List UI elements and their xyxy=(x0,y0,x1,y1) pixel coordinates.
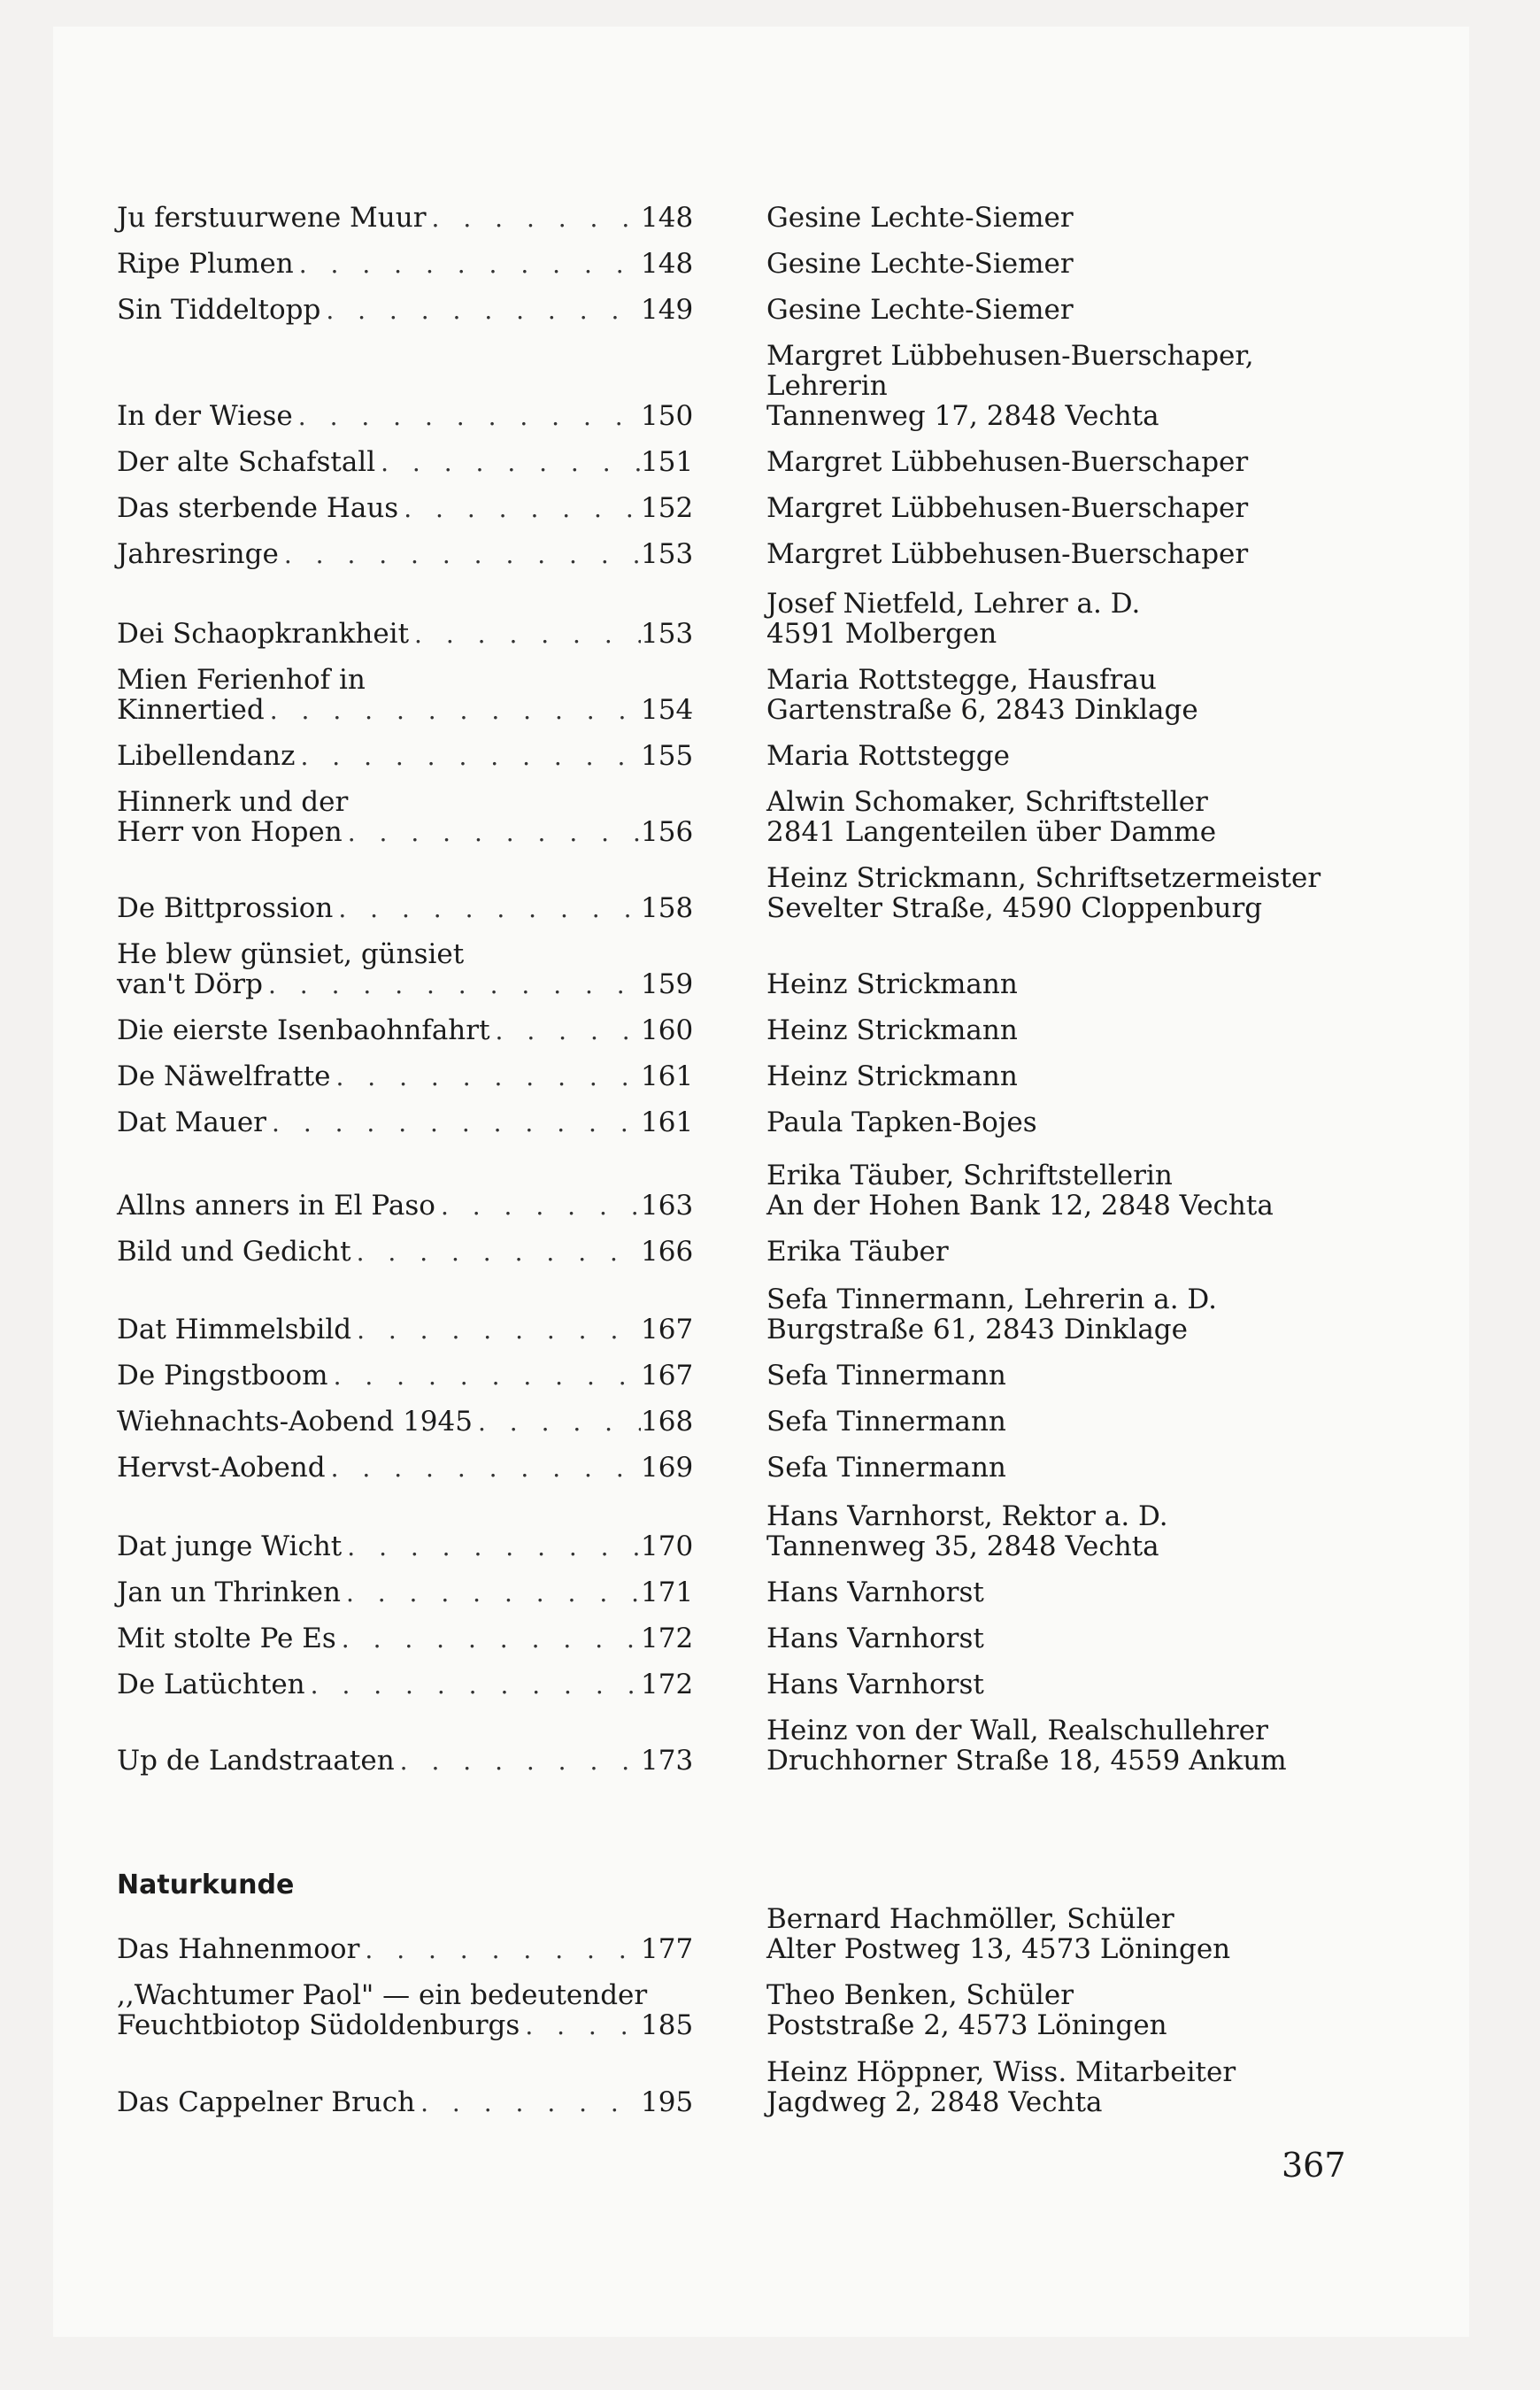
entry-title-line xyxy=(117,446,694,478)
toc-entry xyxy=(117,664,694,726)
leader-dots xyxy=(359,1935,641,1965)
author-line: Josef Nietfeld, Lehrer a. D. xyxy=(766,588,1141,620)
toc-entry xyxy=(117,1406,694,1438)
leader-dots xyxy=(333,894,641,924)
entry-page: 158 xyxy=(641,892,694,924)
author-line: Gartenstraße 6, 2843 Dinklage xyxy=(766,694,1198,726)
entry-title: Hervst-Aobend xyxy=(117,1452,326,1484)
entry-title-line xyxy=(117,400,694,432)
leader-dots xyxy=(351,1237,641,1268)
entry-page: 154 xyxy=(641,694,694,726)
entry-author xyxy=(766,1453,1404,1483)
entry-page: 172 xyxy=(641,1669,694,1700)
entry-author xyxy=(766,1361,1404,1391)
entry-title: Libellendanz xyxy=(117,740,296,772)
entry-title-line xyxy=(117,1452,694,1484)
entry-title-line xyxy=(117,1577,694,1608)
toc-entry xyxy=(117,2086,694,2118)
entry-title: Das sterbende Haus xyxy=(117,492,399,524)
toc-entry xyxy=(117,202,694,234)
leader-dots xyxy=(520,2011,641,2041)
entry-title-line xyxy=(117,2009,694,2041)
entry-title-line xyxy=(117,492,694,524)
leader-dots xyxy=(266,1108,641,1138)
leader-dots xyxy=(351,1315,641,1345)
entry-title-line xyxy=(117,1669,694,1700)
entry-title: De Näwelfratte xyxy=(117,1060,331,1092)
author-line: Theo Benken, Schüler xyxy=(766,1979,1074,2011)
author-line: Gesine Lechte-Siemer xyxy=(766,248,1074,280)
entry-title-first-line: He blew günsiet, günsiet xyxy=(117,938,465,970)
author-line: Sefa Tinnermann xyxy=(766,1406,1006,1438)
section-heading: Naturkunde xyxy=(117,1870,295,1900)
author-line: Sefa Tinnermann, Lehrerin a. D. xyxy=(766,1284,1218,1315)
entry-page: 167 xyxy=(641,1360,694,1392)
entry-page: 151 xyxy=(641,446,694,478)
entry-title: Dat Mauer xyxy=(117,1106,267,1138)
toc-entry xyxy=(117,1106,694,1138)
leader-dots xyxy=(409,620,641,650)
entry-author xyxy=(766,787,1404,847)
entry-title-line xyxy=(117,1745,694,1777)
entry-title-line xyxy=(117,1236,694,1268)
author-line: Heinz Höppner, Wiss. Mitarbeiter xyxy=(766,2056,1236,2088)
entry-author xyxy=(766,1015,1404,1045)
entry-title-line xyxy=(117,618,694,650)
entry-title: Mit stolte Pe Es xyxy=(117,1623,336,1654)
entry-title-line xyxy=(117,1314,694,1345)
entry-page: 153 xyxy=(641,538,694,570)
author-line: Bernard Hachmöller, Schüler xyxy=(766,1903,1174,1935)
author-line: Jagdweg 2, 2848 Vechta xyxy=(766,2086,1103,2118)
entry-title-first-line: Mien Ferienhof in xyxy=(117,664,366,696)
entry-author xyxy=(766,295,1404,325)
entry-title-line xyxy=(117,740,694,772)
toc-entry xyxy=(117,1530,694,1562)
leader-dots xyxy=(375,448,641,478)
author-line: Maria Rottstegge xyxy=(766,740,1010,772)
entry-page: 177 xyxy=(641,1933,694,1965)
toc-entry xyxy=(117,1577,694,1608)
author-line: Margret Lübbehusen-Buerschaper xyxy=(766,538,1249,570)
leader-dots xyxy=(490,1016,641,1046)
entry-page: 169 xyxy=(641,1452,694,1484)
toc-entry xyxy=(117,492,694,524)
author-line: Poststraße 2, 4573 Löningen xyxy=(766,2009,1167,2041)
leader-dots xyxy=(328,1361,641,1392)
leader-dots xyxy=(435,1191,641,1222)
author-line: Gesine Lechte-Siemer xyxy=(766,294,1074,326)
author-line: Margret Lübbehusen-Buerschaper xyxy=(766,492,1249,524)
entry-title-line xyxy=(117,1623,694,1654)
toc-entry xyxy=(117,786,694,848)
entry-author xyxy=(766,493,1404,523)
entry-author xyxy=(766,249,1404,279)
author-line: Hans Varnhorst, Rektor a. D. xyxy=(766,1500,1168,1532)
leader-dots xyxy=(341,1578,641,1608)
author-line: Sefa Tinnermann xyxy=(766,1452,1006,1484)
entry-title: De Latüchten xyxy=(117,1669,305,1700)
entry-page: 171 xyxy=(641,1577,694,1608)
leader-dots xyxy=(395,1746,641,1777)
leader-dots xyxy=(294,250,641,280)
entry-page: 195 xyxy=(641,2086,694,2118)
entry-title-line xyxy=(117,892,694,924)
author-line: Tannenweg 35, 2848 Vechta xyxy=(766,1530,1159,1562)
toc-entry xyxy=(117,248,694,280)
entry-title: van't Dörp xyxy=(117,968,263,1000)
entry-page: 170 xyxy=(641,1530,694,1562)
leader-dots xyxy=(398,494,641,524)
leader-dots xyxy=(343,818,641,848)
toc-entry xyxy=(117,892,694,924)
toc-entry xyxy=(117,740,694,772)
author-line: Sevelter Straße, 4590 Cloppenburg xyxy=(766,892,1263,924)
entry-author xyxy=(766,539,1404,569)
entry-author xyxy=(766,969,1404,999)
entry-author xyxy=(766,341,1404,431)
entry-author xyxy=(766,1407,1404,1437)
entry-title: Feuchtbiotop Südoldenburgs xyxy=(117,2009,520,2041)
author-line: Hans Varnhorst xyxy=(766,1669,984,1700)
toc-entry xyxy=(117,1669,694,1700)
entry-title-line xyxy=(117,202,694,234)
author-line: Maria Rottstegge, Hausfrau xyxy=(766,664,1157,696)
entry-title: Das Cappelner Bruch xyxy=(117,2086,416,2118)
entry-page: 161 xyxy=(641,1060,694,1092)
entry-title: Jahresringe xyxy=(117,538,279,570)
entry-title-line xyxy=(117,968,694,1000)
entry-author xyxy=(766,1715,1404,1776)
entry-title: In der Wiese xyxy=(117,400,293,432)
author-line: Heinz Strickmann xyxy=(766,1014,1018,1046)
author-line: An der Hohen Bank 12, 2848 Vechta xyxy=(766,1190,1274,1222)
entry-title-line xyxy=(117,1190,694,1222)
entry-title-first-line: ,,Wachtumer Paol" — ein bedeutender xyxy=(117,1979,648,2011)
toc-entry xyxy=(117,1360,694,1392)
toc-entry xyxy=(117,1190,694,1222)
author-line: Paula Tapken-Bojes xyxy=(766,1106,1037,1138)
entry-author xyxy=(766,1107,1404,1137)
author-line: Burgstraße 61, 2843 Dinklage xyxy=(766,1314,1188,1345)
entry-title-line xyxy=(117,2086,694,2118)
author-line: Heinz von der Wall, Realschullehrer xyxy=(766,1715,1268,1746)
entry-title-line xyxy=(117,1014,694,1046)
toc-entry xyxy=(117,1933,694,1965)
author-line: Tannenweg 17, 2848 Vechta xyxy=(766,400,1159,432)
author-line: Heinz Strickmann xyxy=(766,1060,1018,1092)
author-line: Erika Täuber xyxy=(766,1236,949,1268)
entry-page: 148 xyxy=(641,248,694,280)
entry-author xyxy=(766,741,1404,771)
entry-title-first-line: Hinnerk und der xyxy=(117,786,349,818)
toc-entry xyxy=(117,294,694,326)
entry-page: 152 xyxy=(641,492,694,524)
leader-dots xyxy=(326,1453,641,1484)
entry-title: Das Hahnenmoor xyxy=(117,1933,360,1965)
entry-title-line xyxy=(117,538,694,570)
entry-author xyxy=(766,589,1404,649)
entry-page: 156 xyxy=(641,816,694,848)
author-line: Margret Lübbehusen-Buerschaper, xyxy=(766,340,1254,372)
entry-page: 166 xyxy=(641,1236,694,1268)
author-line: Druchhorner Straße 18, 4559 Ankum xyxy=(766,1745,1287,1777)
entry-title-line xyxy=(117,1933,694,1965)
entry-page: 160 xyxy=(641,1014,694,1046)
toc-entry xyxy=(117,1060,694,1092)
entry-author xyxy=(766,1160,1404,1221)
author-line: 2841 Langenteilen über Damme xyxy=(766,816,1217,848)
entry-page: 150 xyxy=(641,400,694,432)
author-line: Hans Varnhorst xyxy=(766,1577,984,1608)
entry-page: 153 xyxy=(641,618,694,650)
leader-dots xyxy=(427,204,641,234)
author-line: Sefa Tinnermann xyxy=(766,1360,1006,1392)
author-line: Heinz Strickmann xyxy=(766,968,1018,1000)
entry-author xyxy=(766,447,1404,477)
leader-dots xyxy=(473,1407,641,1438)
entry-author xyxy=(766,1577,1404,1607)
entry-title: Jan un Thrinken xyxy=(117,1577,341,1608)
author-line: Lehrerin xyxy=(766,370,888,402)
entry-author xyxy=(766,1623,1404,1654)
page-number: 367 xyxy=(1282,2146,1346,2185)
toc-entry xyxy=(117,1623,694,1654)
author-line: Erika Täuber, Schriftstellerin xyxy=(766,1160,1173,1191)
toc-entry xyxy=(117,1452,694,1484)
toc-entry xyxy=(117,538,694,570)
toc-entry xyxy=(117,1314,694,1345)
entry-page: 155 xyxy=(641,740,694,772)
entry-title-line xyxy=(117,1360,694,1392)
entry-title: Wiehnachts-Aobend 1945 xyxy=(117,1406,473,1438)
entry-author xyxy=(766,1980,1404,2040)
entry-title: Allns anners in El Paso xyxy=(117,1190,435,1222)
entry-author xyxy=(766,203,1404,233)
entry-page: 161 xyxy=(641,1106,694,1138)
entry-page: 148 xyxy=(641,202,694,234)
entry-page: 168 xyxy=(641,1406,694,1438)
leader-dots xyxy=(293,402,641,432)
entry-author xyxy=(766,1904,1404,1964)
leader-dots xyxy=(331,1062,642,1092)
entry-title-line xyxy=(117,694,694,726)
entry-author xyxy=(766,1061,1404,1091)
entry-title: Kinnertied xyxy=(117,694,265,726)
entry-title: Der alte Schafstall xyxy=(117,446,376,478)
leader-dots xyxy=(342,1532,641,1562)
author-line: Alter Postweg 13, 4573 Löningen xyxy=(766,1933,1231,1965)
entry-title-line xyxy=(117,1530,694,1562)
entry-page: 185 xyxy=(641,2009,694,2041)
leader-dots xyxy=(320,296,641,326)
toc-entry xyxy=(117,400,694,432)
entry-author xyxy=(766,2057,1404,2117)
leader-dots xyxy=(415,2088,641,2118)
author-line: Hans Varnhorst xyxy=(766,1623,984,1654)
entry-page: 159 xyxy=(641,968,694,1000)
toc-entry xyxy=(117,1745,694,1777)
entry-title-line xyxy=(117,816,694,848)
entry-author xyxy=(766,1669,1404,1700)
author-line: Alwin Schomaker, Schriftsteller xyxy=(766,786,1208,818)
author-line: Margret Lübbehusen-Buerschaper xyxy=(766,446,1249,478)
entry-author xyxy=(766,1501,1404,1561)
entry-title: De Pingstboom xyxy=(117,1360,328,1392)
entry-title-line xyxy=(117,1106,694,1138)
entry-title-line xyxy=(117,1406,694,1438)
entry-author xyxy=(766,1237,1404,1267)
toc-entry xyxy=(117,618,694,650)
author-line: Gesine Lechte-Siemer xyxy=(766,202,1074,234)
entry-title-line xyxy=(117,1060,694,1092)
entry-page: 172 xyxy=(641,1623,694,1654)
entry-title: Dat Himmelsbild xyxy=(117,1314,352,1345)
leader-dots xyxy=(265,696,641,726)
toc-entry xyxy=(117,446,694,478)
entry-title: Dat junge Wicht xyxy=(117,1530,343,1562)
entry-page: 149 xyxy=(641,294,694,326)
entry-title: De Bittprossion xyxy=(117,892,334,924)
leader-dots xyxy=(295,742,641,772)
entry-title: Dei Schaopkrankheit xyxy=(117,618,410,650)
toc-entry xyxy=(117,938,694,1000)
entry-author xyxy=(766,1284,1404,1345)
entry-page: 167 xyxy=(641,1314,694,1345)
leader-dots xyxy=(263,970,641,1000)
entry-title-line xyxy=(117,248,694,280)
entry-title: Ju ferstuurwene Muur xyxy=(117,202,427,234)
author-line: 4591 Molbergen xyxy=(766,618,997,650)
entry-title: Die eierste Isenbaohnfahrt xyxy=(117,1014,490,1046)
entry-title: Sin Tiddeltopp xyxy=(117,294,321,326)
toc-entry xyxy=(117,1236,694,1268)
entry-title: Bild und Gedicht xyxy=(117,1236,351,1268)
toc-entry xyxy=(117,1014,694,1046)
entry-title: Ripe Plumen xyxy=(117,248,294,280)
leader-dots xyxy=(336,1624,641,1654)
entry-page: 163 xyxy=(641,1190,694,1222)
entry-title: Up de Landstraaten xyxy=(117,1745,395,1777)
entry-page: 173 xyxy=(641,1745,694,1777)
leader-dots xyxy=(305,1670,641,1700)
entry-title-line xyxy=(117,294,694,326)
entry-author xyxy=(766,665,1404,725)
author-line: Heinz Strickmann, Schriftsetzermeister xyxy=(766,862,1321,894)
leader-dots xyxy=(279,540,641,570)
entry-author xyxy=(766,863,1404,923)
toc-entry xyxy=(117,1979,694,2041)
entry-title: Herr von Hopen xyxy=(117,816,343,848)
